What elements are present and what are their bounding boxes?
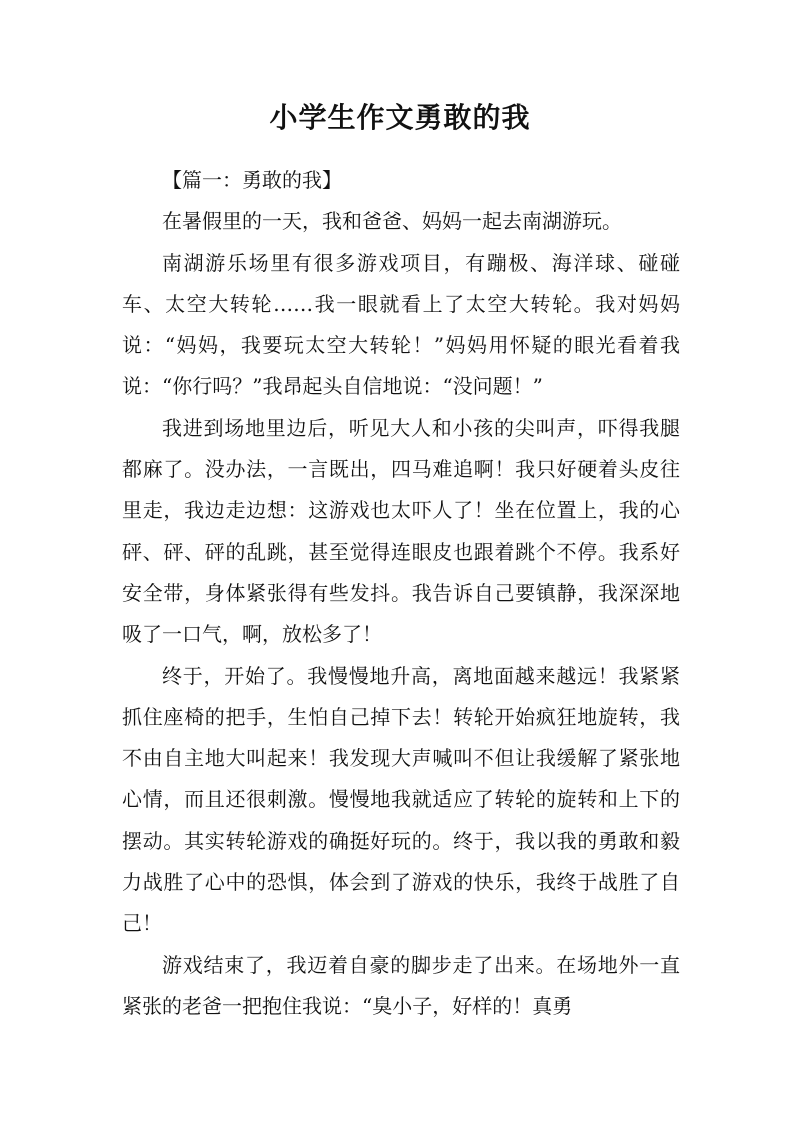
paragraph: 南湖游乐场里有很多游戏项目，有蹦极、海洋球、碰碰车、太空大转轮……我一眼就看上了太空大转轮。我对妈妈说：“妈妈，我要玩太空大转轮！”妈妈用怀疑的眼光看着我说：“你行吗？”我昂起头自信地说：“没问题！”	[122, 250, 680, 399]
paragraph: 终于，开始了。我慢慢地升高，离地面越来越远！我紧紧抓住座椅的把手，生怕自己掉下去！转轮开始疯狂地旋转，我不由自主地大叫起来！我发现大声喊叫不但让我缓解了紧张地心情，而且还很刺激。慢慢地我就适应了转轮的旋转和上下的摆动。其实转轮游戏的确挺好玩的。终于，我以我的勇敢和毅力战胜了心中的恐惧，体会到了游戏的快乐，我终于战胜了自己！	[122, 663, 680, 936]
paragraph: 在暑假里的一天，我和爸爸、妈妈一起去南湖游玩。	[162, 209, 622, 234]
section-heading: 【篇一：勇敢的我】	[162, 168, 342, 192]
document-body	[122, 160, 680, 1027]
paragraph: 我进到场地里边后，听见大人和小孩的尖叫声，吓得我腿都麻了。没办法，一言既出，四马难追啊！我只好硬着头皮往里走，我边走边想：这游戏也太吓人了！坐在位置上，我的心砰、砰、砰的乱跳，甚至觉得连眼皮也跟着跳个不停。我系好安全带，身体紧张得有些发抖。我告诉自己要镇静，我深深地吸了一口气，啊，放松多了！	[122, 415, 680, 647]
document-title: 小学生作文勇敢的我	[269, 101, 531, 134]
paragraph: 游戏结束了，我迈着自豪的脚步走了出来。在场地外一直紧张的老爸一把抱住我说：“臭小子，好样的！真勇	[122, 952, 680, 1018]
